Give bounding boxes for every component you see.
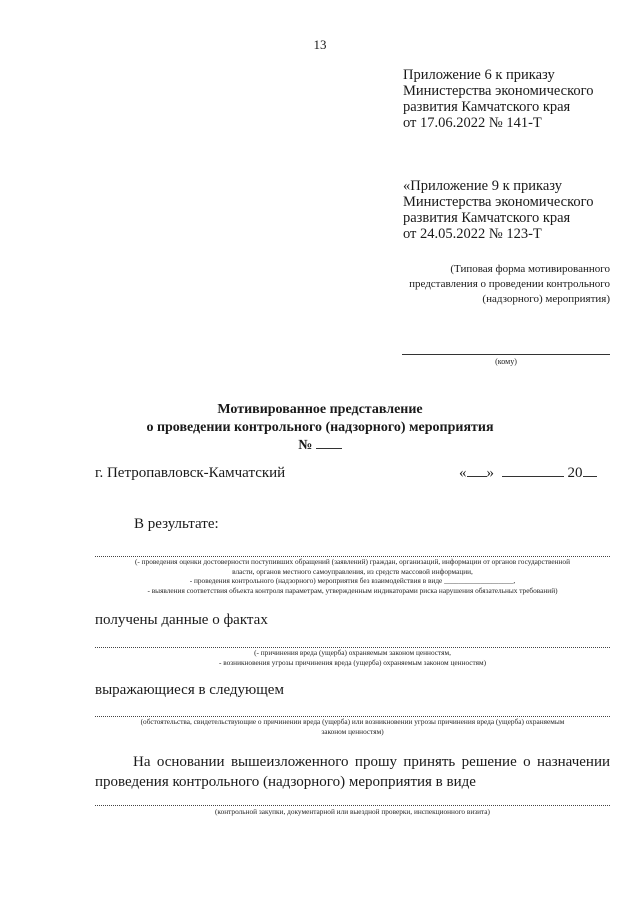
appendix-6-line: Министерства экономического: [403, 83, 594, 99]
appendix-9-line: «Приложение 9 к приказу: [403, 178, 562, 194]
typical-form-line: представления о проведении контрольного: [409, 278, 610, 290]
caption-line: власти, органов местного самоуправления, из средств массовой информации,: [232, 566, 473, 576]
month-blank: [502, 476, 564, 477]
caption-line: законом ценностям): [321, 726, 384, 736]
document-title: [0, 401, 640, 455]
caption-line: - проведения контрольного (надзорного) мероприятия без взаимодействия в виде ___________________,: [189, 576, 516, 585]
result-label: В результате:: [134, 516, 219, 532]
typical-form-line: (надзорного) мероприятия): [482, 293, 610, 305]
request-caption: (контрольной закупки, документарной или выездной проверки, инспекционного визита): [215, 807, 490, 816]
addressee-line: [402, 354, 610, 355]
appendix-9-line: развития Камчатского края: [403, 210, 571, 226]
day-blank: [467, 476, 487, 477]
caption-line: - выявления соответствия объекта контроля параметрам, утвержденным индикаторами риска нарушения обязательных требований): [147, 585, 558, 595]
appendix-6-block: [403, 67, 594, 131]
appendix-6-line: от 17.06.2022 № 141-Т: [403, 115, 542, 131]
title-number: [0, 437, 640, 455]
date-close-quote: »: [486, 465, 494, 481]
request-line: На основании вышеизложенного прошу принять решение о назначении: [133, 754, 610, 770]
title-line: Мотивированное представление: [217, 402, 423, 417]
request-paragraph: [95, 752, 610, 792]
expressed-caption: [95, 717, 610, 736]
year-prefix: 20: [567, 465, 583, 481]
number-label: №: [298, 438, 313, 453]
typical-form-line: (Типовая форма мотивированного: [450, 263, 610, 275]
page-number: 13: [313, 37, 327, 52]
facts-caption: [95, 648, 610, 667]
appendix-9-block: [403, 178, 594, 242]
caption-line: (- причинения вреда (ущерба) охраняемым законом ценностям,: [254, 648, 451, 657]
typical-form-note: [360, 262, 610, 307]
facts-label: получены данные о фактах: [95, 612, 268, 628]
title-line: о проведении контрольного (надзорного) мероприятия: [146, 420, 494, 435]
date-open-quote: «: [459, 465, 467, 481]
request-fill-line: [95, 805, 610, 806]
appendix-9-line: Министерства экономического: [403, 194, 594, 210]
caption-line: - возникновения угрозы причинения вреда (ущерба) охраняемым законом ценностям): [218, 657, 487, 667]
caption-line: (обстоятельства, свидетельствующие о причинении вреда (ущерба) или возникновении угрозы причинения вреда (ущерба) охраняемым: [140, 717, 565, 726]
expressed-label: выражающиеся в следующем: [95, 682, 284, 698]
caption-line: (- проведения оценки достоверности поступивших обращений (заявлений) граждан, организаций, информации от органов государственной: [134, 557, 570, 566]
appendix-9-line: от 24.05.2022 № 123-Т: [403, 226, 542, 242]
result-caption: [92, 557, 613, 595]
addressee-caption: (кому): [495, 357, 517, 366]
appendix-6-line: Приложение 6 к приказу: [403, 67, 555, 83]
number-blank: [316, 448, 342, 449]
place: г. Петропавловск-Камчатский: [95, 465, 286, 481]
year-blank: [583, 476, 597, 477]
request-line: проведения контрольного (надзорного) мероприятия в виде: [95, 774, 476, 790]
date-line: [459, 465, 597, 482]
appendix-6-line: развития Камчатского края: [403, 99, 571, 115]
